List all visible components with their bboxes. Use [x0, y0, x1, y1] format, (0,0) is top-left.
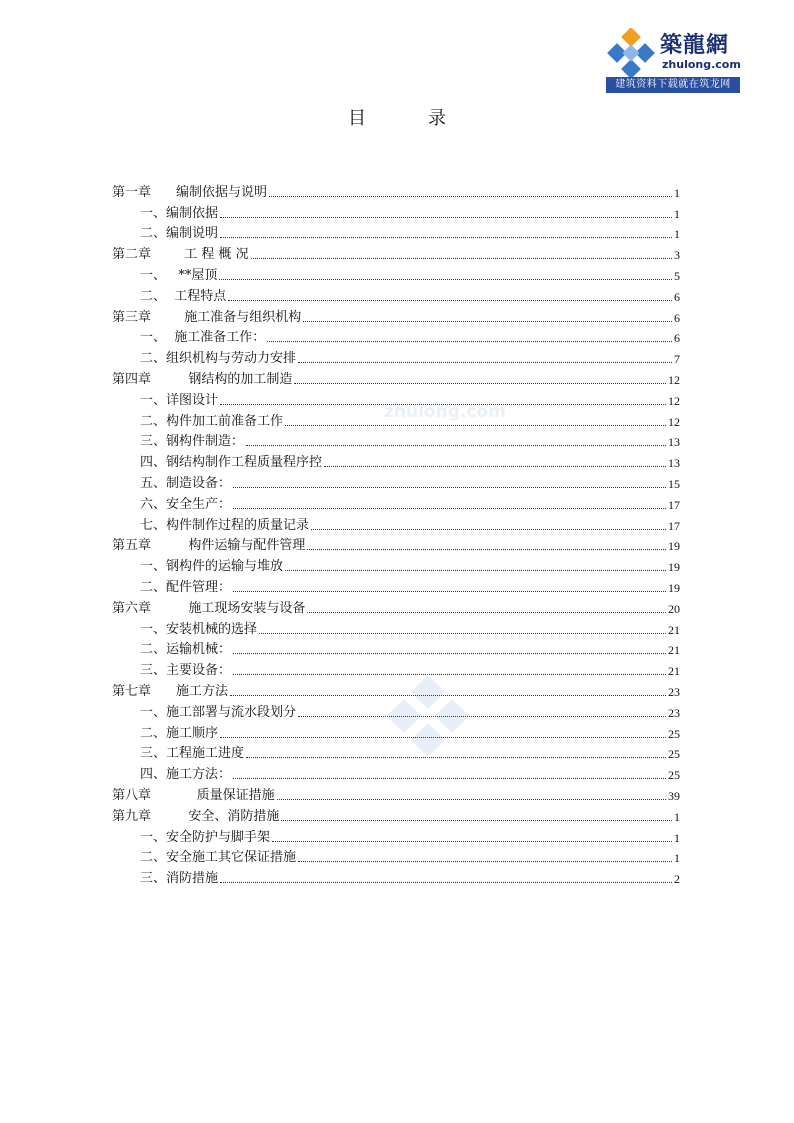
toc-dot-leader [277, 798, 666, 800]
toc-entry-number: 四、 [140, 455, 167, 471]
toc-entry-number: 第一章 [112, 184, 152, 200]
toc-section-entry[interactable] [112, 388, 680, 409]
toc-chapter-entry[interactable] [112, 305, 680, 326]
toc-entry-number: 一、 [140, 704, 167, 720]
page-title [0, 104, 794, 130]
toc-dot-leader [267, 340, 672, 342]
toc-dot-leader [272, 840, 672, 842]
toc-entry-number: 二、 [140, 288, 167, 304]
toc-dot-leader [233, 673, 666, 675]
toc-entry-number: 第八章 [112, 787, 152, 803]
toc-dot-leader [298, 715, 666, 717]
toc-entry-label: 详图设计 [166, 392, 219, 408]
toc-entry-number: 三、 [140, 746, 167, 762]
toc-dot-leader [303, 320, 672, 322]
toc-dot-leader [233, 590, 666, 592]
toc-chapter-entry[interactable] [112, 783, 680, 804]
toc-page-number: 13 [668, 435, 680, 450]
watermark-text: zhulong.com [384, 402, 506, 422]
toc-page-number: 12 [668, 414, 680, 429]
toc-section-entry[interactable] [112, 222, 680, 243]
toc-chapter-entry[interactable] [112, 180, 680, 201]
toc-entry-number: 三、 [140, 434, 167, 450]
toc-dot-leader [269, 195, 672, 197]
toc-page-number: 19 [668, 580, 680, 595]
toc-entry-number: 第六章 [112, 600, 152, 616]
toc-entry-number: 三、 [140, 663, 167, 679]
toc-entry-label: 施工准备工作： [166, 330, 266, 346]
toc-entry-number: 一、 [140, 330, 167, 346]
toc-dot-leader [298, 860, 672, 862]
toc-entry-number: 二、 [140, 413, 167, 429]
toc-dot-leader [307, 611, 666, 613]
toc-entry-number: 一、 [140, 559, 167, 575]
toc-page-number: 1 [674, 830, 680, 845]
toc-entry-label: 工程施工进度 [166, 746, 245, 762]
toc-chapter-entry[interactable] [112, 534, 680, 555]
toc-dot-leader [220, 216, 672, 218]
toc-section-entry[interactable] [112, 492, 680, 513]
toc-entry-label: 钢结构制作工程质量程序控 [166, 455, 323, 471]
toc-entry-label: 安全、消防措施 [176, 808, 280, 824]
toc-page-number: 7 [674, 352, 680, 367]
toc-dot-leader [311, 528, 666, 530]
toc-entry-label: 钢构件的运输与堆放 [166, 559, 284, 575]
toc-entry-label: 施工方法： [166, 767, 232, 783]
toc-entry-number: 第七章 [112, 683, 152, 699]
table-of-contents [112, 180, 680, 887]
toc-entry-label: 构件运输与配件管理 [176, 538, 306, 554]
toc-dot-leader [298, 361, 672, 363]
title-right-char: 录 [428, 108, 446, 129]
toc-dot-leader [307, 548, 666, 550]
toc-entry-number: 二、 [140, 226, 167, 242]
toc-dot-leader [324, 465, 666, 467]
toc-page-number: 1 [674, 206, 680, 221]
toc-section-entry[interactable] [112, 326, 680, 347]
toc-entry-label: 消防措施 [166, 871, 219, 887]
toc-entry-label: 制造设备： [166, 475, 232, 491]
toc-page-number: 23 [668, 705, 680, 720]
toc-entry-label: 编制依据 [166, 205, 219, 221]
toc-section-entry[interactable] [112, 658, 680, 679]
toc-section-entry[interactable] [112, 450, 680, 471]
toc-section-entry[interactable] [112, 284, 680, 305]
toc-entry-number: 二、 [140, 725, 167, 741]
toc-section-entry[interactable] [112, 346, 680, 367]
toc-dot-leader [230, 694, 666, 696]
toc-dot-leader [220, 403, 666, 405]
toc-entry-number: 一、 [140, 621, 167, 637]
toc-entry-number: 第九章 [112, 808, 152, 824]
toc-entry-number: 二、 [140, 642, 167, 658]
toc-entry-label: 运输机械： [166, 642, 232, 658]
toc-entry-label: 编制依据与说明 [176, 184, 268, 200]
toc-dot-leader [228, 299, 672, 301]
toc-page-number: 23 [668, 684, 680, 699]
toc-page-number: 21 [668, 643, 680, 658]
toc-page-number: 17 [668, 518, 680, 533]
toc-section-entry[interactable] [112, 721, 680, 742]
toc-page-number: 25 [668, 747, 680, 762]
toc-entry-label: 安全防护与脚手架 [166, 829, 271, 845]
logo-banner: 建筑资料下载就在筑龙网 [606, 77, 740, 93]
toc-page-number: 6 [674, 310, 680, 325]
toc-page-number: 39 [668, 788, 680, 803]
toc-dot-leader [233, 507, 666, 509]
toc-entry-number: 二、 [140, 351, 167, 367]
toc-dot-leader [246, 444, 666, 446]
toc-page-number: 19 [668, 539, 680, 554]
toc-dot-leader [285, 424, 666, 426]
toc-chapter-entry[interactable] [112, 804, 680, 825]
toc-entry-number: 第三章 [112, 309, 152, 325]
toc-chapter-entry[interactable] [112, 596, 680, 617]
toc-dot-leader [294, 382, 666, 384]
toc-entry-number: 四、 [140, 767, 167, 783]
toc-section-entry[interactable] [112, 409, 680, 430]
toc-chapter-entry[interactable] [112, 242, 680, 263]
toc-page-number: 1 [674, 851, 680, 866]
toc-page-number: 25 [668, 726, 680, 741]
toc-entry-label: 主要设备： [166, 663, 232, 679]
toc-entry-label: 安装机械的选择 [166, 621, 258, 637]
toc-dot-leader [220, 236, 672, 238]
toc-page-number: 2 [674, 872, 680, 887]
toc-entry-label: 钢构件制造： [166, 434, 245, 450]
toc-entry-label: 工 程 概 况 [176, 247, 249, 263]
toc-dot-leader [285, 569, 666, 571]
toc-dot-leader [220, 736, 666, 738]
toc-page-number: 15 [668, 476, 680, 491]
toc-entry-number: 六、 [140, 496, 167, 512]
toc-section-entry[interactable] [112, 762, 680, 783]
toc-entry-label: **屋顶 [166, 267, 218, 283]
toc-page-number: 13 [668, 456, 680, 471]
toc-entry-label: 施工现场安装与设备 [176, 600, 306, 616]
toc-page-number: 1 [674, 809, 680, 824]
toc-dot-leader [259, 632, 666, 634]
toc-section-entry[interactable] [112, 638, 680, 659]
toc-entry-label: 质量保证措施 [176, 787, 275, 803]
toc-page-number: 20 [668, 601, 680, 616]
toc-entry-label: 钢结构的加工制造 [176, 371, 293, 387]
toc-entry-label: 配件管理： [166, 579, 232, 595]
toc-entry-number: 第二章 [112, 247, 152, 263]
toc-entry-label: 编制说明 [166, 226, 219, 242]
toc-entry-number: 一、 [140, 267, 167, 283]
toc-dot-leader [220, 881, 672, 883]
toc-dot-leader [233, 652, 666, 654]
toc-dot-leader [219, 278, 672, 280]
logo-domain: zhulong.com [662, 58, 741, 71]
toc-entry-label: 施工顺序 [166, 725, 219, 741]
toc-entry-label: 构件加工前准备工作 [166, 413, 284, 429]
toc-entry-label: 工程特点 [166, 288, 227, 304]
toc-entry-number: 一、 [140, 829, 167, 845]
toc-section-entry[interactable] [112, 575, 680, 596]
toc-entry-number: 一、 [140, 392, 167, 408]
toc-entry-number: 一、 [140, 205, 167, 221]
toc-entry-number: 三、 [140, 871, 167, 887]
toc-page-number: 5 [674, 268, 680, 283]
toc-page-number: 1 [674, 227, 680, 242]
toc-entry-number: 二、 [140, 579, 167, 595]
toc-section-entry[interactable] [112, 554, 680, 575]
logo-name: 築龍網 [660, 32, 730, 58]
toc-entry-label: 施工方法 [176, 683, 229, 699]
toc-entry-number: 第四章 [112, 371, 152, 387]
toc-section-entry[interactable] [112, 617, 680, 638]
toc-section-entry[interactable] [112, 263, 680, 284]
toc-section-entry[interactable] [112, 471, 680, 492]
toc-section-entry[interactable] [112, 513, 680, 534]
toc-entry-label: 安全生产： [166, 496, 232, 512]
toc-section-entry[interactable] [112, 430, 680, 451]
toc-page-number: 21 [668, 622, 680, 637]
toc-section-entry[interactable] [112, 846, 680, 867]
toc-page-number: 6 [674, 289, 680, 304]
toc-entry-number: 七、 [140, 517, 167, 533]
toc-entry-label: 组织机构与劳动力安排 [166, 351, 297, 367]
toc-dot-leader [281, 819, 672, 821]
toc-entry-number: 二、 [140, 850, 167, 866]
toc-section-entry[interactable] [112, 742, 680, 763]
toc-section-entry[interactable] [112, 825, 680, 846]
toc-page-number: 12 [668, 372, 680, 387]
toc-section-entry[interactable] [112, 201, 680, 222]
toc-entry-label: 构件制作过程的质量记录 [166, 517, 310, 533]
toc-dot-leader [246, 756, 666, 758]
site-logo [604, 24, 740, 96]
toc-chapter-entry[interactable] [112, 679, 680, 700]
toc-dot-leader [251, 257, 672, 259]
toc-dot-leader [233, 777, 666, 779]
logo-mark-icon [606, 28, 656, 78]
toc-page-number: 25 [668, 768, 680, 783]
toc-section-entry[interactable] [112, 866, 680, 887]
toc-page-number: 1 [674, 185, 680, 200]
title-left-char: 目 [348, 108, 366, 129]
toc-page-number: 12 [668, 393, 680, 408]
toc-page-number: 6 [674, 331, 680, 346]
toc-dot-leader [233, 486, 666, 488]
toc-page-number: 21 [668, 664, 680, 679]
toc-entry-number: 第五章 [112, 538, 152, 554]
toc-entry-label: 施工准备与组织机构 [176, 309, 302, 325]
toc-page-number: 3 [674, 248, 680, 263]
toc-chapter-entry[interactable] [112, 367, 680, 388]
toc-page-number: 19 [668, 560, 680, 575]
toc-entry-label: 安全施工其它保证措施 [166, 850, 297, 866]
toc-entry-number: 五、 [140, 475, 167, 491]
toc-section-entry[interactable] [112, 700, 680, 721]
toc-entry-label: 施工部署与流水段划分 [166, 704, 297, 720]
toc-page-number: 17 [668, 497, 680, 512]
